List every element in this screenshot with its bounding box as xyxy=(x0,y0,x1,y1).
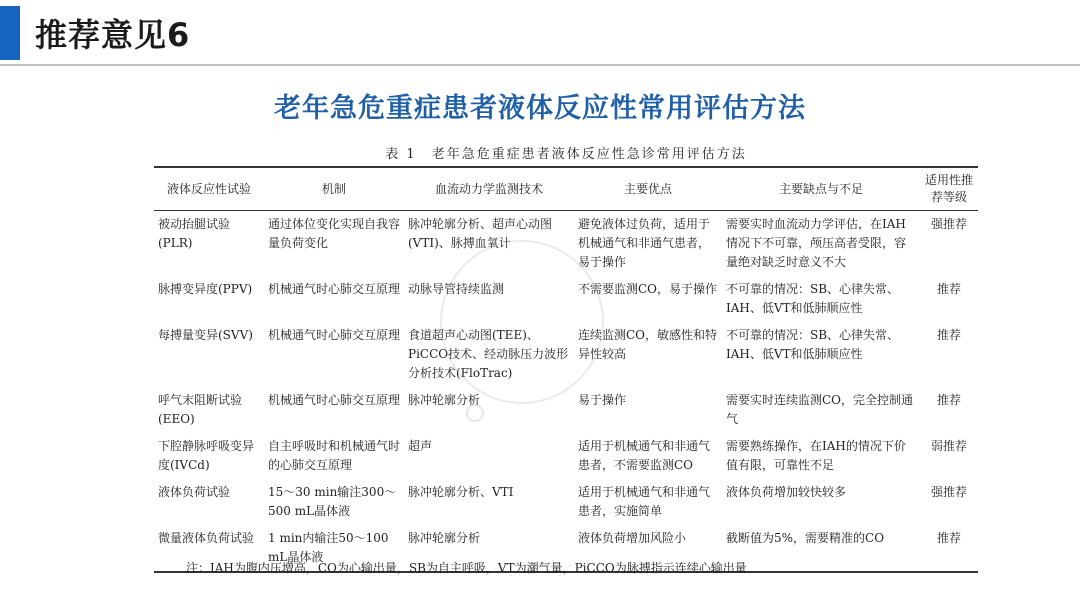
col-header-disadvantages: 主要缺点与不足 xyxy=(778,181,863,196)
table-row xyxy=(154,433,978,479)
cell-grade: 推荐 xyxy=(936,393,961,407)
table-caption: 表 1 老年急危重症患者液体反应性急诊常用评估方法 xyxy=(385,147,747,162)
cell-disadvantages: 不可靠的情况：SB、心律失常、IAH、低VT和低肺顺应性 xyxy=(726,328,900,361)
cell-disadvantages: 液体负荷增加较快较多 xyxy=(726,485,847,499)
cell-disadvantages: 需要熟练操作，在IAH的情况下价值有限，可靠性不足 xyxy=(726,439,906,472)
cell-mechanism: 通过体位变化实现自我容量负荷变化 xyxy=(268,217,401,250)
cell-monitoring: 脉冲轮廓分析 xyxy=(408,531,481,545)
table-row xyxy=(154,322,978,387)
cell-advantages: 避免液体过负荷，适用于机械通气和非通气患者，易于操作 xyxy=(578,217,711,269)
cell-monitoring: 脉冲轮廓分析、VTI xyxy=(408,485,514,499)
cell-advantages: 液体负荷增加风险小 xyxy=(578,531,687,545)
cell-disadvantages: 截断值为5%，需要精准的CO xyxy=(726,531,885,545)
cell-test: 微量液体负荷试验 xyxy=(158,531,255,545)
slide-title: 推荐意见6 xyxy=(35,16,191,54)
cell-mechanism: 机械通气时心肺交互原理 xyxy=(268,328,401,342)
cell-monitoring: 超声 xyxy=(408,439,433,453)
cell-test: 脉搏变异度(PPV) xyxy=(158,282,253,296)
col-header-monitoring: 血流动力学监测技术 xyxy=(434,181,543,196)
table-row xyxy=(154,211,978,277)
cell-test: 被动抬腿试验(PLR) xyxy=(158,217,231,250)
cell-test: 每搏量变异(SVV) xyxy=(158,328,253,342)
watermark-dot xyxy=(466,404,484,422)
cell-test: 下腔静脉呼吸变异度(IVCd) xyxy=(158,439,255,472)
cell-grade: 推荐 xyxy=(936,328,961,342)
cell-monitoring: 脉冲轮廓分析、超声心动图(VTI)、脉搏血氧计 xyxy=(408,217,553,250)
cell-disadvantages: 不可靠的情况：SB、心律失常、IAH、低VT和低肺顺应性 xyxy=(726,282,900,315)
cell-mechanism: 15～30 min输注300～500 mL晶体液 xyxy=(268,485,397,518)
table-row xyxy=(154,479,978,525)
table-footnote: 注：IAH为腹内压增高，CO为心输出量，SB为自主呼吸，VT为潮气量，PiCCO为脉搏指示连续心输出量 xyxy=(186,561,747,575)
cell-grade: 弱推荐 xyxy=(930,439,967,453)
cell-grade: 推荐 xyxy=(936,282,961,296)
cell-mechanism: 自主呼吸时和机械通气时的心肺交互原理 xyxy=(268,439,401,472)
col-header-test: 液体反应性试验 xyxy=(166,181,251,196)
col-header-mechanism: 机制 xyxy=(321,181,346,196)
cell-test: 呼气末阻断试验(EEO) xyxy=(158,393,243,426)
cell-advantages: 易于操作 xyxy=(578,393,627,407)
cell-grade: 推荐 xyxy=(936,531,961,545)
cell-advantages: 适用于机械通气和非通气患者，不需要监测CO xyxy=(578,439,711,472)
cell-disadvantages: 需要实时连续监测CO，完全控制通气 xyxy=(726,393,914,426)
cell-monitoring: 食道超声心动图(TEE)、PiCCO技术、经动脉压力波形分析技术(FloTrac) xyxy=(408,328,569,380)
cell-monitoring: 脉冲轮廓分析 xyxy=(408,393,481,407)
title-accent-bar xyxy=(0,6,20,60)
title-divider xyxy=(0,64,1080,66)
cell-monitoring: 动脉导管持续监测 xyxy=(408,282,505,296)
assessment-table xyxy=(154,166,978,573)
table-header-row xyxy=(154,167,978,211)
col-header-advantages: 主要优点 xyxy=(623,181,672,196)
table-row xyxy=(154,387,978,433)
cell-mechanism: 1 min内输注50～100 mL晶体液 xyxy=(268,531,389,564)
cell-test: 液体负荷试验 xyxy=(158,485,231,499)
table-row xyxy=(154,276,978,322)
col-header-grade: 适用性推荐等级 xyxy=(924,173,973,204)
cell-grade: 强推荐 xyxy=(930,217,967,231)
cell-advantages: 连续监测CO，敏感性和特异性较高 xyxy=(578,328,718,361)
cell-disadvantages: 需要实时血流动力学评估，在IAH情况下不可靠，颅压高者受限，容量绝对缺乏时意义不大 xyxy=(726,217,907,269)
main-heading: 老年急危重症患者液体反应性常用评估方法 xyxy=(274,93,806,124)
cell-grade: 强推荐 xyxy=(930,485,967,499)
cell-advantages: 不需要监测CO，易于操作 xyxy=(578,282,718,296)
cell-mechanism: 机械通气时心肺交互原理 xyxy=(268,393,401,407)
cell-advantages: 适用于机械通气和非通气患者，实施简单 xyxy=(578,485,711,518)
cell-mechanism: 机械通气时心肺交互原理 xyxy=(268,282,401,296)
